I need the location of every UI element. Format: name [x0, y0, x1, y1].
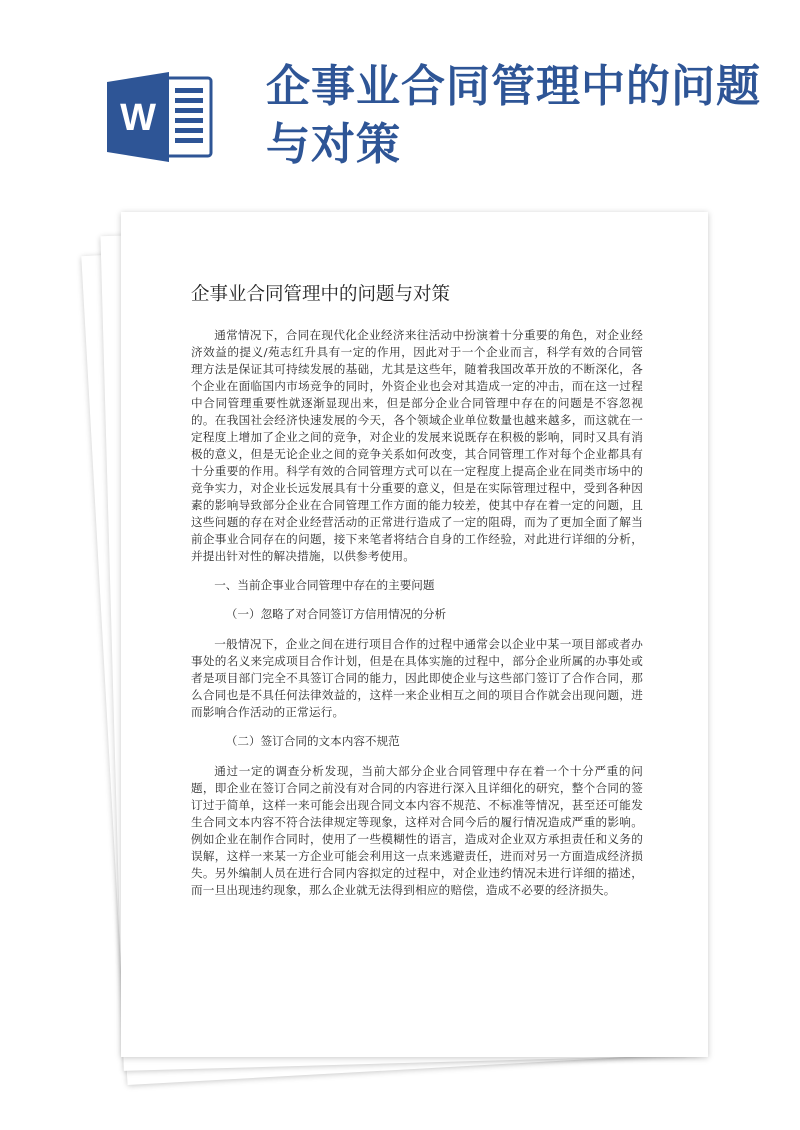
subsection-heading-1: （一）忽略了对合同签订方信用情况的分析 [225, 607, 447, 621]
word-document-icon [107, 72, 213, 162]
document-title: 企事业合同管理中的问题与对策 [191, 284, 451, 305]
subsection-2-paragraph: 通过一定的调查分析发现，当前大部分企业合同管理中存在着一个十分严重的问题，即企业在签订合同之前没有对合同的内容进行深入且详细化的研究，整个合同的签订过于简单，这样一来可能会出现合同文本内容不规范、不标准等情况，甚至还可能发生合同文本内容不符合法律规定等现象，这样对合同今后的履行情况造成严重的影响。例如企业在制作合同时，使用了一些模糊性的语言，造成对企业双方承担责任和义务的误解，这样一来某一方企业可能会利用这一点来逃避责任，进而对另一方面造成经济损失。另外编制人员在进行合同内容拟定的过程中，对企业违约情况未进行详细的描述，而一旦出现违约现象，那么企业就无法得到相应的赔偿，造成不必要的经济损失。 [191, 764, 643, 897]
intro-paragraph: 通常情况下，合同在现代化企业经济来往活动中扮演着十分重要的角色，对企业经济效益的提义/苑志红升具有一定的作用，因此对于一个企业而言，科学有效的合同管理方法是保证其可持续发展的基础，尤其是这些年，随着我国改革开放的不断深化，各个企业在面临国内市场竞争的同时，外资企业也会对其造成一定的冲击，而在这一过程中合同管理重要性就逐渐显现出来，但是部分企业合同管理中存在的问题是不容忽视的。在我国社会经济快速发展的今天，各个领域企业单位数量也越来越多，而这就在一定程度上增加了企业之间的竞争，对企业的发展来说既存在积极的影响，同时又具有消极的意义，但是无论企业之间的竞争关系如何改变，其合同管理工作对每个企业都具有十分重要的作用。科学有效的合同管理方式可以在一定程度上提高企业在同类市场中的竞争实力，对企业长远发展具有十分重要的意义，但是在实际管理过程中，受到各种因素的影响导致部分企业在合同管理工作方面的能力较差，使其中存在着一定的问题，且这些问题的存在对企业经营活动的正常进行造成了一定的阻碍，而为了更加全面了解当前企事业合同存在的问题，接下来笔者将结合自身的工作经验，对此进行详细的分析，并提出针对性的解决措施，以供参考使用。 [191, 328, 643, 563]
subsection-1-paragraph: 一般情况下，企业之间在进行项目合作的过程中通常会以企业中某一项目部或者办事处的名义来完成项目合作计划，但是在具体实施的过程中，部分企业所属的办事处或者是项目部门完全不具签订合同的能力，因此即使企业与这些部门签订了合作合同，那么合同也是不具任何法律效益的，这样一来企业相互之间的项目合作就会出现问题，进而影响合作活动的正常运行。 [191, 637, 643, 719]
section-heading: 一、当前企事业合同管理中存在的主要问题 [214, 578, 435, 592]
banner-title: 企事业合同管理中的问题与对策 [266, 61, 761, 170]
document-body [191, 282, 643, 899]
subsection-heading-2: （二）签订合同的文本内容不规范 [225, 734, 400, 748]
word-logo-letter: W [120, 97, 156, 139]
